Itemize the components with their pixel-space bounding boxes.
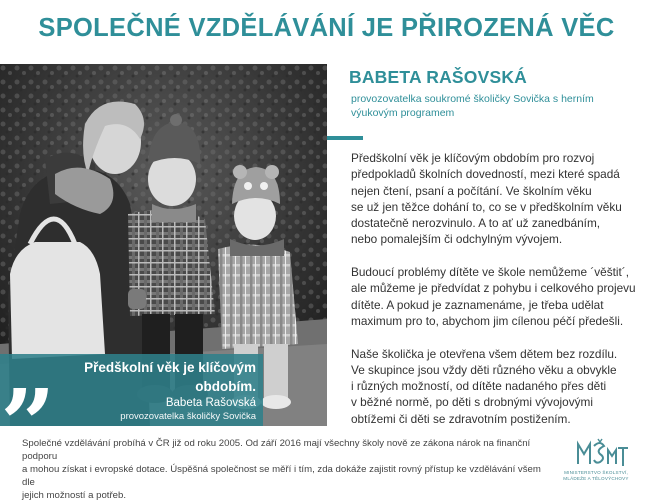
article-body — [351, 150, 651, 427]
footer-line: jejich možností a potřeb. — [22, 490, 126, 501]
author-role-line: provozovatelka soukromé školičky Sovička s herním — [351, 93, 594, 105]
footer-line: Společné vzdělávání probíhá v ČR již od roku 2005. Od září 2016 mají všechny školy nově ze zákona nárok na finanční podporu — [22, 438, 531, 462]
text-line: se už jen těžce dohání to, co se v předškolním věku — [351, 199, 622, 214]
text-line: Předškolní věk je klíčovým obdobím pro rozvoj — [351, 151, 595, 165]
pull-quote-line: Předškolní věk je klíčovým — [84, 360, 256, 375]
text-line: ale můžeme je předvídat z pohybu i celkového projevu — [351, 281, 636, 296]
author-name: BABETA RAŠOVSKÁ — [349, 67, 528, 87]
logo-caption-line: MINISTERSTVO ŠKOLSTVÍ, — [564, 470, 628, 475]
text-line: nebo pomalejším či odchylným vývojem. — [351, 232, 563, 247]
text-line: Naše školička je otevřena všem dětem bez rozdílu. — [351, 346, 618, 361]
author-role — [351, 92, 641, 120]
pull-quote-line: obdobím. — [195, 379, 256, 394]
text-line: dítěte. A pokud je zaznamenáme, je třeba udělat — [351, 297, 604, 312]
text-line: Budoucí problémy dítěte ve škole nemůžeme ´věštit´, — [351, 265, 630, 280]
text-line: i různých možností, od dítěte nadaného přes děti — [351, 379, 607, 394]
paragraph-1 — [351, 150, 651, 248]
text-line: Ve skupince jsou vždy děti různého věku a obvykle — [351, 362, 617, 377]
logo-caption-line: MLÁDEŽE A TĚLOVÝCHOVY — [563, 476, 629, 481]
author-role-line: výukovým programem — [351, 107, 455, 119]
text-line: v běžné normě, po děti s drobnými vývojovými — [351, 395, 593, 410]
quote-marks-icon: „ — [2, 313, 58, 426]
text-line: obtížemi či děti se zdravotním postižením. — [351, 411, 571, 426]
pull-quote — [82, 358, 256, 396]
paragraph-2 — [351, 264, 651, 329]
logo-caption — [556, 470, 636, 482]
paragraph-3 — [351, 346, 651, 427]
accent-divider — [327, 136, 363, 140]
footer-note — [22, 437, 552, 502]
text-line: předpokladů školních dovedností, mezi které spadá — [351, 167, 620, 182]
quote-author-role: provozovatelka školičky Sovička — [120, 411, 256, 422]
msmt-logo-mark — [560, 436, 632, 470]
footer-line: a mohou získat i evropské dotace. Úspěšná společnost se měří i tím, zda dokáže zajistit rovný přístup ke vzdělávání všem dle — [22, 464, 541, 488]
text-line: nejen čtení, psaní a počítání. Ve školním věku — [351, 183, 592, 198]
text-line: maximum pro to, abychom jim cílenou péčí předešli. — [351, 313, 624, 328]
quote-author: Babeta Rašovská — [165, 397, 256, 409]
headline: SPOLEČNÉ VZDĚLÁVÁNÍ JE PŘIROZENÁ VĚC — [38, 14, 615, 42]
text-line: dostatečně nerozvinulo. A to ať už zanedbáním, — [351, 216, 601, 231]
